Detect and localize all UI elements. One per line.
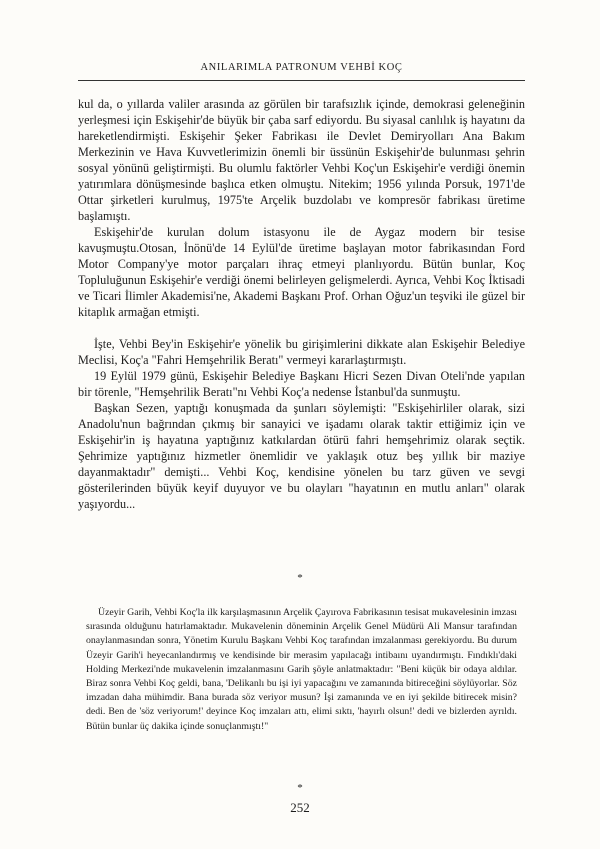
paragraph-4: 19 Eylül 1979 günü, Eskişehir Belediye Başkanı Hicri Sezen Divan Oteli'nde yapılan bir törenle, "Hemşehrilik Beratı"nı Vehbi Koç'a nedense İstanbul'da sunmuştu.: [78, 369, 525, 399]
page-number: 252: [290, 800, 310, 815]
footnote-text: Üzeyir Garih, Vehbi Koç'la ilk karşılaşmasının Arçelik Çayırova Fabrikasının tesisat mukavelesinin imzası sırasında olduğunu hatırlamaktadır. Mukavelenin döneminin Arçelik Genel Müdürü Ali Mansur tarafından onaylanmasından sonra, Yönetim Kurulu Başkanı Vehbi Koç tarafından imzalanması gerekiyordu. Bu durum Üzeyir Garih'i heyecanlandırmış ve kendisinde bir merasim yapılacağı intibaını uyandırmıştı. Fındıklı'daki Holding Merkezi'nde mukavelenin imzalanmasını Garih şöyle anlatmaktadır: "Beni küçük bir odaya aldılar. Biraz sonra Vehbi Koç geldi, bana, 'Delikanlı bu işi iyi yapacağını ve zamanında bitireceğini söylüyorlar. Söz imzadan daha mühimdir. Bana burada söz veriyor musun? İşi zamanında ve en iyi şekilde bitirecek misin? dedi. Ben de 'söz veriyorum!' deyince Koç imzaları attı, elimi sıktı, 'hayırlı olsun!' dedi ve bizlerden ayrıldı. Bütün bunlar üç dakika içinde sonuçlanmıştı!": [86, 607, 517, 732]
paragraph-3: İşte, Vehbi Bey'in Eskişehir'e yönelik bu girişimlerini dikkate alan Eskişehir Belediye Meclisi, Koç'a "Fahri Hemşehrilik Beratı" vermeyi kararlaştırmıştı.: [78, 337, 525, 367]
main-text: [78, 96, 525, 512]
footnote-box: [86, 606, 517, 734]
section-separator-2: *: [297, 782, 303, 794]
paragraph-1: kul da, o yıllarda valiler arasında az görülen bir tarafsızlık içinde, demokrasi geleneğinin yerleşmesi için Eskişehir'de büyük bir çaba sarf ediyordu. Bu siyasal canlılık iş hayatını da hareketlendirmişti. Eskişehir Şeker Fabrikası ile Devlet Demiryolları Ana Bakım Merkezinin ve Hava Kuvvetlerimizin önemli bir üssünün Eskişehir'de bulunması şehrin sosyal yönünü geliştirmişti. Bu olumlu faktörler Vehbi Koç'un Eskişehir'e verdiği önemin yatırımlara dönüşmesinde başlıca etken olmuştu. Nitekim; 1956 yılında Porsuk, 1971'de Ottar şirketleri kurulmuş, 1975'te Arçelik buzdolabı ve kompresör fabrikası üretime başlamıştı.: [78, 97, 525, 223]
running-header: ANILARIMLA PATRONUM VEHBİ KOÇ: [200, 62, 403, 73]
paragraph-5: Başkan Sezen, yaptığı konuşmada da şunları söylemişti: "Eskişehirliler olarak, sizi Anadolu'nun bağrından çıkmış bir sanayici ve işadamı olarak taktir ettiğimiz için ve Eskişehir'in iş hayatına yaptığınız katkılardan ötürü fahri hemşehrimiz olarak seçtik. Şehrimize yaptığınız hizmetler önemlidir ve yaklaşık otuz beş yıllık bir maziye dayanmaktadır" demişti... Vehbi Koç, kendisine yönelen bu tarz güven ve sevgi gösterilerinden büyük keyif duyuyor ve bu olayları "hayatının en mutlu anları" olarak yaşıyordu...: [78, 401, 525, 511]
paragraph-2: Eskişehir'de kurulan dolum istasyonu ile de Aygaz modern bir tesise kavuşmuştu.Otosan, İnönü'de 14 Eylül'de üretime başlayan motor fabrikasından Ford Motor Company'ye motor parçaları ihraç etmeyi planlıyordu. Bütün bunlar, Koç Topluluğunun Eskişehir'e verdiği önemi belirleyen gelişmelerdi. Ayrıca, Vehbi Koç İktisadi ve Ticari İlimler Akademisi'ne, Akademi Başkanı Prof. Orhan Oğuz'un teşviki ile güzel bir kitaplık armağan etmişti.: [78, 225, 525, 319]
header-rule: [78, 80, 525, 81]
section-separator-1: *: [297, 572, 303, 584]
